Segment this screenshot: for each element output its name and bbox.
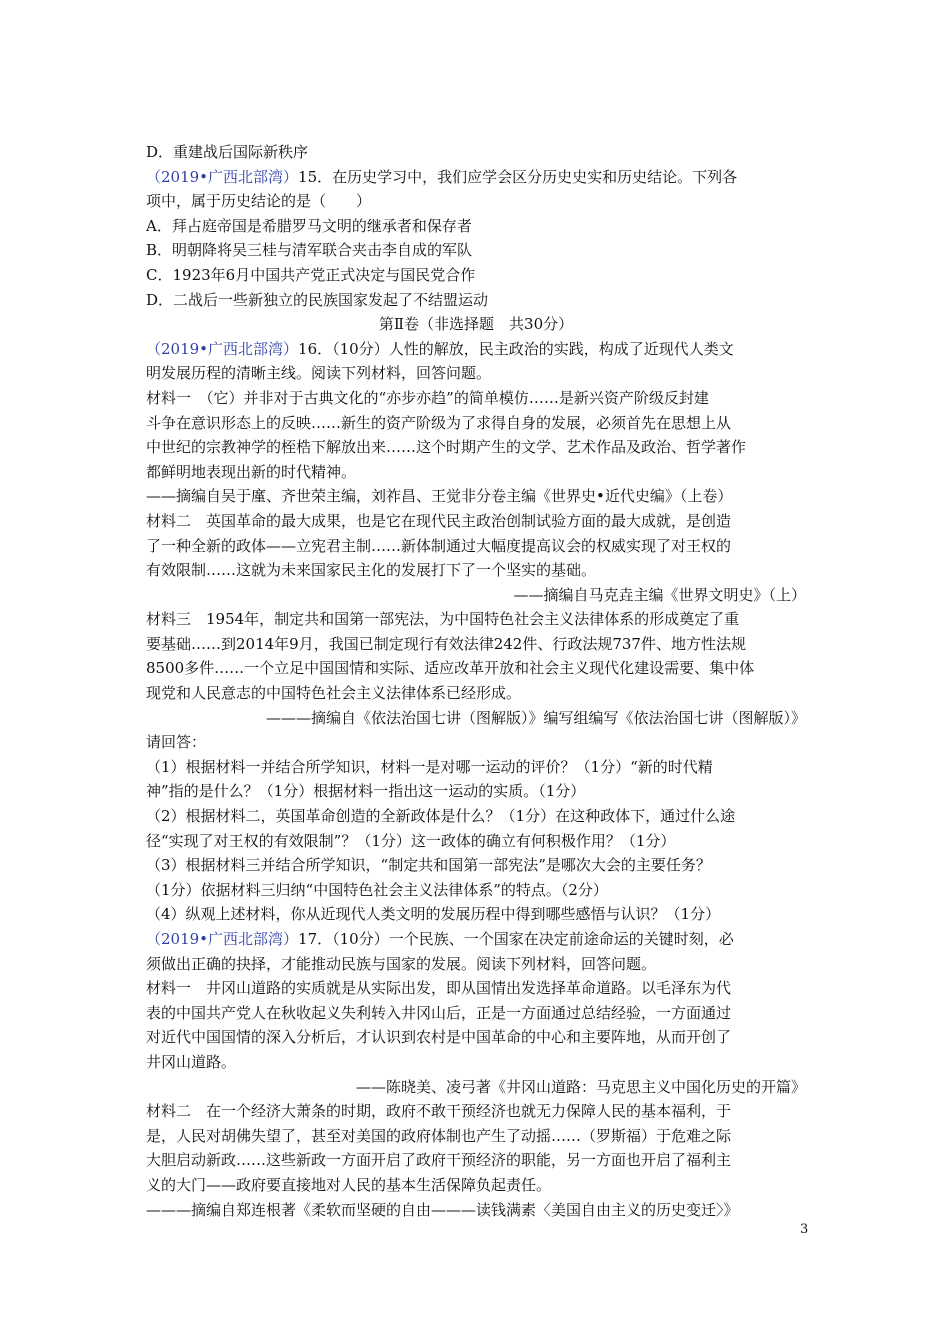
line-text: 是，人民对胡佛失望了，甚至对美国的政府体制也产生了动摇……（罗斯福）于危难之际 (146, 1126, 732, 1145)
line-text: 17．（10分）一个民族、一个国家在决定前途命运的关键时刻，必 (298, 930, 734, 948)
text-line (146, 1050, 806, 1075)
text-line (146, 263, 806, 288)
line-text: 材料二 在一个经济大萧条的时期，政府不敢干预经济也就无力保障人民的基本福利，于 (146, 1102, 732, 1121)
line-text: 神”指的是什么？（1分）根据材料一指出这一运动的实质。（1分） (146, 782, 586, 801)
line-text: ——陈晓美、凌弓著《井冈山道路：马克思主义中国化历史的开篇》 (355, 1077, 806, 1096)
line-text: ———摘编自《依法治国七讲（图解版）》编写组编写《依法治国七讲（图解版）》 (265, 708, 806, 727)
text-line (146, 238, 806, 263)
text-line (146, 165, 806, 190)
line-text: 有效限制……这就为未来国家民主化的发展打下了一个坚实的基础。 (146, 561, 597, 580)
line-text: 现党和人民意志的中国特色社会主义法律体系已经形成。 (146, 684, 522, 703)
line-text: 项中，属于历史结论的是（ ） (146, 192, 372, 211)
line-text: 径“实现了对王权的有效限制”？（1分）这一政体的确立有何积极作用？（1分） (146, 831, 676, 850)
text-line (146, 140, 806, 165)
text-line (146, 829, 806, 854)
line-text: 15．在历史学习中，我们应学会区分历史史实和历史结论。下列各 (298, 167, 738, 186)
text-line (146, 804, 806, 829)
text-line (146, 902, 806, 927)
line-text: （3）根据材料三并结合所学知识，“制定共和国第一部宪法”是哪次大会的主要任务？ (146, 856, 711, 875)
line-text: D．二战后一些新独立的民族国家发起了不结盟运动 (146, 290, 489, 309)
text-line (146, 1148, 806, 1173)
question-source: （2019•广西北部湾） (146, 930, 299, 948)
text-line (146, 312, 806, 337)
line-text: 中世纪的宗教神学的桎梏下解放出来……这个时期产生的文学、艺术作品及政治、哲学著作 (146, 438, 747, 457)
page-number: 3 (800, 1222, 809, 1237)
line-text: B．明朝降将吴三桂与清军联合夹击李自成的军队 (146, 241, 473, 260)
line-text: （2）根据材料二，英国革命创造的全新政体是什么？（1分）在这种政体下，通过什么途 (146, 807, 736, 826)
line-text: 斗争在意识形态上的反映……新生的资产阶级为了求得自身的发展，必须首先在思想上从 (146, 413, 732, 432)
line-text: （4）纵观上述材料，你从近现代人类文明的发展历程中得到哪些感悟与认识？（1分） (146, 905, 721, 924)
text-line (146, 927, 806, 952)
text-line (146, 656, 806, 681)
text-line (146, 189, 806, 214)
line-text: 井冈山道路。 (146, 1052, 237, 1071)
line-text: 第Ⅱ卷（非选择题 共30分） (378, 315, 574, 334)
line-text: ——摘编自马克垚主编《世界文明史》（上） (513, 585, 806, 604)
line-text: ——摘编自吴于廑、齐世荣主编，刘祚昌、王觉非分卷主编《世界史•近代史编》（上卷） (146, 487, 733, 506)
line-text: ———摘编自郑连根著《柔软而坚硬的自由———读钱满素〈美国自由主义的历史变迁〉》 (146, 1200, 739, 1219)
text-line (146, 1198, 806, 1223)
text-line (146, 1025, 806, 1050)
line-text: 材料一 （它）并非对于古典文化的“亦步亦趋”的简单模仿……是新兴资产阶级反封建 (146, 388, 709, 407)
question-source: （2019•广西北部湾） (146, 339, 299, 358)
text-line (146, 386, 806, 411)
line-text: 要基础……到2014年9月，我国已制定现行有效法律242件、行政法规737件、地方性法规 (146, 634, 746, 653)
line-text: 16．（10分）人性的解放，民主政治的实践，构成了近现代人类文 (298, 339, 734, 358)
line-text: 明发展历程的清晰主线。阅读下列材料，回答问题。 (146, 364, 492, 383)
text-line (146, 755, 806, 780)
line-text: D．重建战后国际新秩序 (146, 143, 309, 161)
line-text: 材料一 井冈山道路的实质就是从实际出发，即从国情出发选择革命道路。以毛泽东为代 (146, 979, 732, 998)
text-line (146, 779, 806, 804)
text-line (146, 952, 806, 977)
text-line (146, 853, 806, 878)
line-text: C．1923年6月中国共产党正式决定与国民党合作 (146, 265, 476, 284)
text-line (146, 706, 806, 731)
line-text: 材料三 1954年，制定共和国第一部宪法，为中国特色社会主义法律体系的形成奠定了重 (146, 610, 740, 629)
line-text: 须做出正确的抉择，才能推动民族与国家的发展。阅读下列材料，回答问题。 (146, 954, 657, 973)
text-line (146, 681, 806, 706)
text-line (146, 534, 806, 559)
line-text: 了一种全新的政体——立宪君主制……新体制通过大幅度提高议会的权威实现了对王权的 (146, 536, 732, 555)
text-line (146, 435, 806, 460)
text-line (146, 1001, 806, 1026)
line-text: 大胆启动新政……这些新政一方面开启了政府干预经济的职能，另一方面也开启了福利主 (146, 1151, 732, 1170)
text-line (146, 411, 806, 436)
line-text: 义的大门——政府要直接地对人民的基本生活保障负起责任。 (146, 1175, 552, 1194)
text-line (146, 632, 806, 657)
text-line (146, 878, 806, 903)
text-line (146, 484, 806, 509)
question-source: （2019•广西北部湾） (146, 167, 299, 186)
text-line (146, 607, 806, 632)
text-line (146, 1075, 806, 1100)
document-body (146, 140, 806, 1222)
text-line (146, 1173, 806, 1198)
text-line (146, 730, 806, 755)
line-text: （1）根据材料一并结合所学知识，材料一是对哪一运动的评价？（1分）“新的时代精 (146, 757, 713, 776)
text-line (146, 460, 806, 485)
text-line (146, 214, 806, 239)
text-line (146, 583, 806, 608)
text-line (146, 361, 806, 386)
text-line (146, 288, 806, 313)
line-text: 对近代中国国情的深入分析后，才认识到农村是中国革命的中心和主要阵地，从而开创了 (146, 1028, 732, 1047)
text-line (146, 1099, 806, 1124)
text-line (146, 337, 806, 362)
line-text: 材料二 英国革命的最大成果，也是它在现代民主政治创制试验方面的最大成就，是创造 (146, 511, 732, 530)
line-text: 都鲜明地表现出新的时代精神。 (146, 462, 357, 481)
text-line (146, 509, 806, 534)
line-text: 请回答： (146, 733, 207, 752)
line-text: （1分）依据材料三归纳“中国特色社会主义法律体系”的特点。（2分） (146, 880, 608, 899)
text-line (146, 558, 806, 583)
text-line (146, 976, 806, 1001)
line-text: A．拜占庭帝国是希腊罗马文明的继承者和保存者 (146, 216, 472, 235)
line-text: 8500多件……一个立足中国国情和实际、适应改革开放和社会主义现代化建设需要、集中体 (146, 659, 755, 678)
line-text: 表的中国共产党人在秋收起义失利转入井冈山后，正是一方面通过总结经验，一方面通过 (146, 1003, 732, 1022)
text-line (146, 1124, 806, 1149)
